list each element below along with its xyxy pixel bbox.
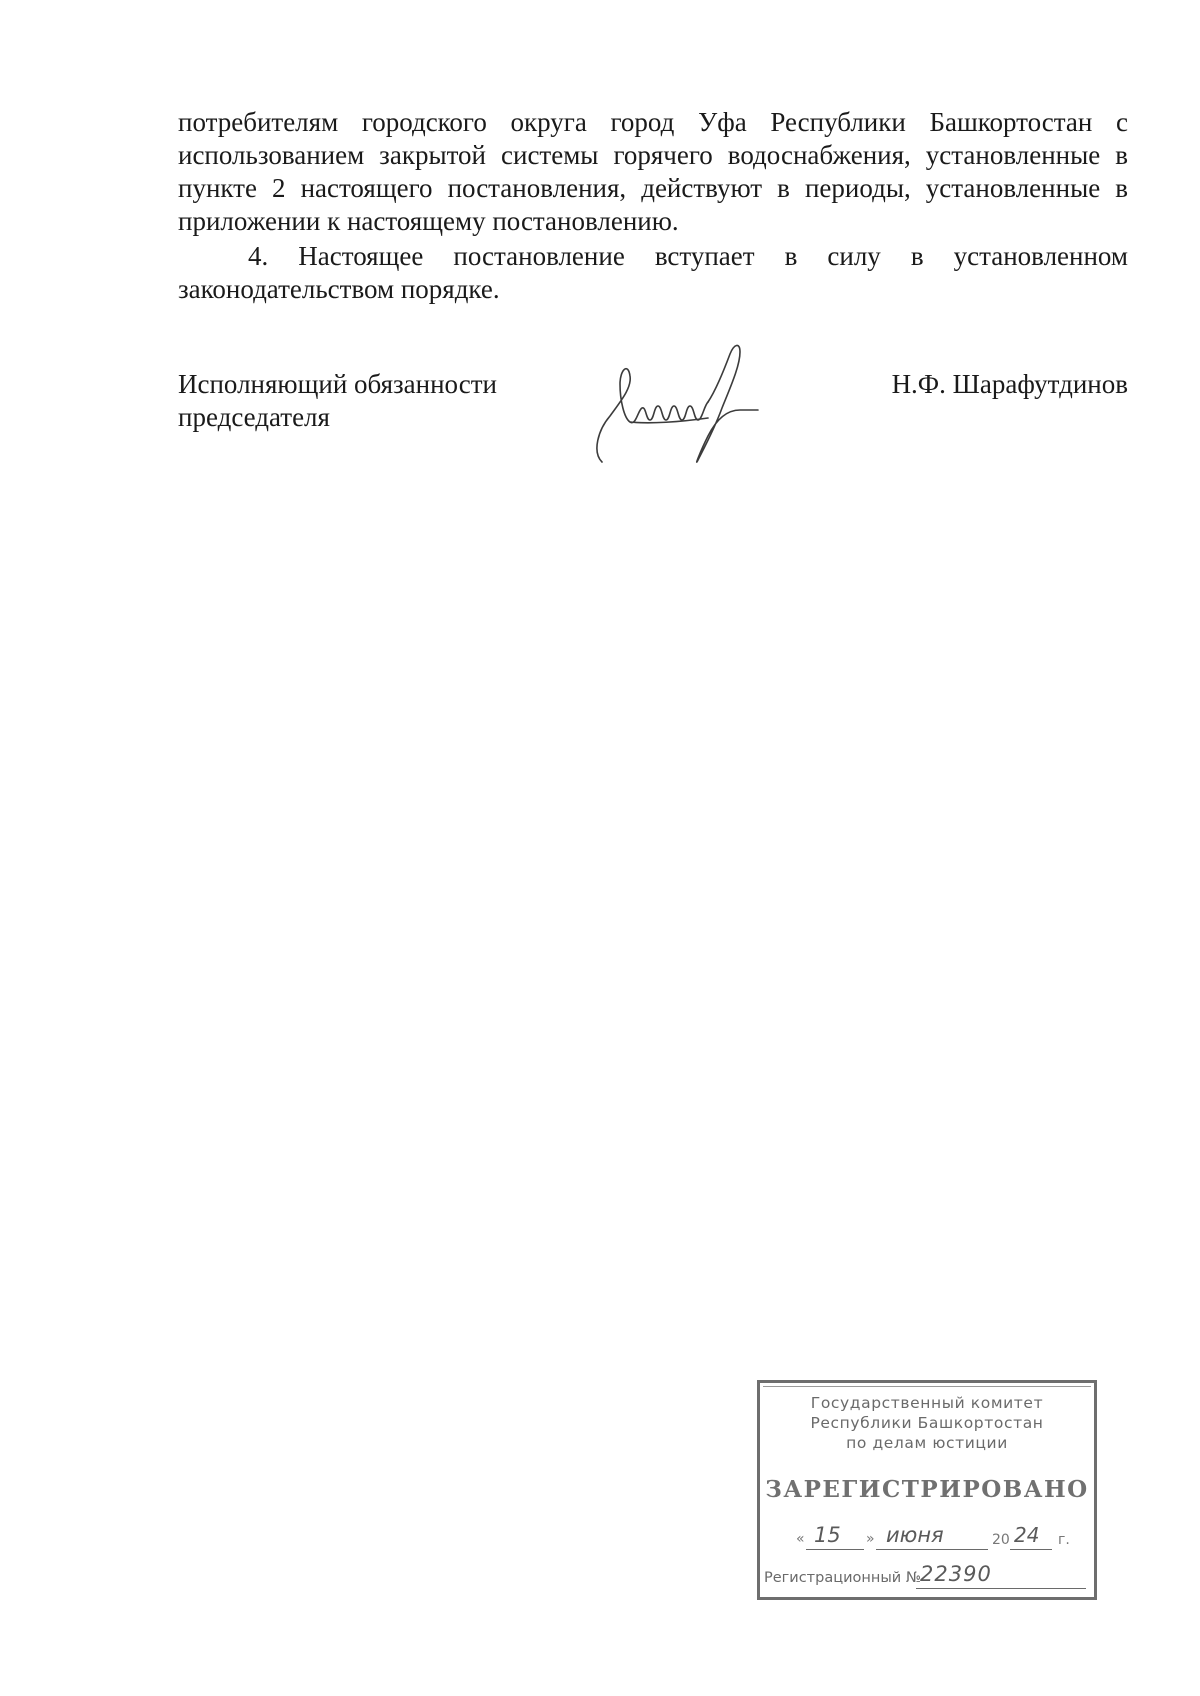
stamp-org-line3: по делам юстиции: [846, 1434, 1008, 1452]
signatory-position: [178, 368, 497, 434]
stamp-inner-border: [763, 1386, 1091, 1387]
month-line: [876, 1549, 988, 1550]
signatory-position-line2: председателя: [178, 402, 330, 432]
stamp-close-quote: »: [866, 1531, 875, 1547]
registration-stamp: [757, 1380, 1097, 1600]
stamp-open-quote: «: [796, 1531, 805, 1547]
stamp-org-line2: Республики Башкортостан: [810, 1414, 1044, 1432]
document-body: [178, 106, 1128, 306]
signatory-name: Н.Ф. Шарафутдинов: [891, 369, 1128, 399]
stamp-year-suffix: 24: [1014, 1523, 1040, 1547]
stamp-month: июня: [886, 1523, 944, 1547]
stamp-registration-number: [764, 1562, 1090, 1592]
day-line: [806, 1549, 864, 1550]
stamp-day: 15: [814, 1523, 841, 1547]
paragraph-continued: потребителям городского округа город Уфа Республики Башкортостан с использованием закрытой системы горячего водоснабжения, установленные в пункте 2 настоящего постановления, действуют в периоды, установленные в приложении к настоящему постановлению.: [178, 107, 1128, 236]
paragraph-4: 4. Настоящее постановление вступает в силу в установленном законодательством порядке.: [178, 241, 1128, 304]
handwritten-signature: [590, 340, 760, 470]
reg-number-line: [916, 1588, 1086, 1589]
stamp-date: [796, 1523, 1086, 1553]
stamp-year-prefix: 20: [992, 1532, 1010, 1548]
signatory-position-line1: Исполняющий обязанности: [178, 369, 497, 399]
stamp-reg-label: Регистрационный №: [764, 1570, 921, 1586]
stamp-year-unit: г.: [1058, 1532, 1070, 1548]
stamp-status: ЗАРЕГИСТРИРОВАНО: [765, 1476, 1089, 1503]
stamp-org-line1: Государственный комитет: [810, 1394, 1044, 1412]
stamp-reg-number: 22390: [920, 1562, 992, 1586]
stamp-organization: [760, 1393, 1094, 1453]
year-line: [1010, 1549, 1052, 1550]
